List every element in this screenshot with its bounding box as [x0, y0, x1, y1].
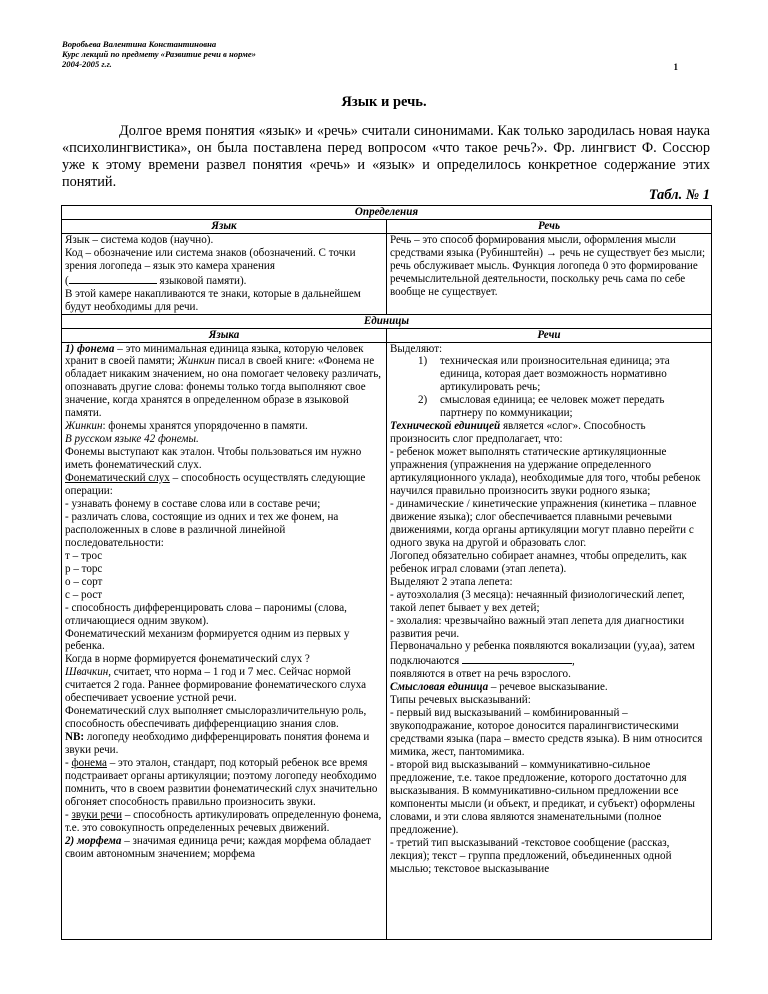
- comparison-table: [61, 205, 712, 940]
- speech-sounds-note: [65, 809, 383, 835]
- phoneme-standard: Фонемы выступают как эталон. Чтобы пользоваться им нужно иметь фонематический слух.: [65, 446, 362, 472]
- morpheme-paragraph: [65, 835, 383, 861]
- text: : фонемы хранятся упорядоченно в памяти.: [102, 420, 308, 433]
- question: Когда в норме формируется фонематический слух ?: [65, 653, 310, 666]
- page-title: Язык и речь.: [341, 94, 427, 110]
- name-zhinkin: Жинкин: [65, 420, 103, 433]
- word-example: с – рост: [65, 588, 103, 601]
- term-semantic-unit: Смысловая единица: [390, 681, 489, 694]
- def-language-line3-text: языковой памяти).: [156, 274, 247, 287]
- text: – речевое высказывание.: [488, 681, 608, 694]
- list-text: техническая или произносительная единица; эта единица, которая дает возможность нормативно артикулировать речь;: [440, 355, 670, 394]
- response-note: появляются в ответ на речь взрослого.: [390, 668, 571, 681]
- vocalization-note: [390, 640, 708, 668]
- term-phoneme-underlined: фонема: [71, 757, 107, 770]
- blank-line: [462, 653, 572, 664]
- term-speech-sounds: звуки речи: [71, 808, 123, 821]
- column-header-speech-units: Речи: [387, 328, 712, 342]
- type-1: - первый вид высказываний – комбинированный – звукоподражание, которое доносится паралингвистическими средствами языка (пара – вместо средств языка). В ним относится мимика, жест, пантомимика.: [390, 707, 703, 759]
- text: – это эталон, стандарт, под который ребенок все время подстраивает органы артикуляции; поэтому логопеду необходимо помнить, что в своем развитии фонематический слух значительно обгоняет способность правильно произносить звуки.: [65, 757, 378, 808]
- phoneme-count: В русском языке 42 фонемы.: [65, 433, 199, 446]
- text: -: [65, 808, 72, 821]
- anamnesis-note: Логопед обязательно собирает анамнез, чтобы определить, как ребенок играл словами (этап лепета).: [390, 549, 687, 575]
- column-header-language-units: Языка: [62, 328, 387, 342]
- stage-autoecholalia: - аутоэхолалия (3 месяца): нечаянный физиологический лепет, такой лепет бывает у вех детей;: [390, 588, 685, 614]
- babble-stages: Выделяют 2 этапа лепета:: [390, 575, 513, 588]
- text: , считает, что норма – 1 год и 7 мес. Сейчас нормой считается 2 года. Раннее формирование фонематического слуха обеспечивает усвоение устной речи.: [65, 666, 367, 705]
- language-units-cell: [62, 342, 387, 939]
- list-text: смысловая единица; ее человек может передать партнеру по коммуникации;: [440, 394, 665, 420]
- operation-2: - различать слова, состоящие из одних и тех же фонем, на расположенных в слове в различной линейной последовательности:: [65, 510, 339, 549]
- course-line: Курс лекций по предмету «Развитие речи в норме»: [62, 49, 256, 59]
- role-note: Фонематический слух выполняет смыслоразличительную роль, способность обеспечивать дифференциацию знания слов.: [65, 705, 367, 731]
- list-item: [390, 394, 708, 420]
- word-example: о – сорт: [65, 575, 103, 588]
- semantic-unit-paragraph: [390, 681, 708, 694]
- paren-open: (: [65, 274, 69, 287]
- text: – значимая единица речи; каждая морфема обладает своим автономным значением; морфема: [65, 834, 371, 860]
- intro-line: Выделяют:: [390, 342, 443, 355]
- phoneme-standard-note: [65, 757, 383, 809]
- definition-language-cell: [62, 233, 387, 314]
- def-language-line4: В этой камере накапливаются те знаки, которые в дальнейшем будут необходимы для речи.: [65, 287, 361, 313]
- column-header-language: Язык: [62, 219, 387, 233]
- text: является «слог». Способность произносить слог предполагает, что:: [390, 420, 646, 446]
- text: логопеду необходимо дифференцировать понятия фонема и звуки речи.: [65, 731, 370, 757]
- text: – способность артикулировать определенную фонема, т.е. это совокупность определенных речевых движений.: [65, 808, 382, 834]
- technical-unit-paragraph: [390, 420, 708, 446]
- shvachkin-note: [65, 666, 383, 705]
- dynamic-exercises: - динамические / кинетические упражнения (кинетика – плавное движение языка); слог обеспечивается плавными речевыми движениями, когда органы артикуляции могут плавно перейти с одного звука на другой и образовать слог.: [390, 497, 697, 549]
- page-number: 1: [673, 62, 678, 72]
- static-exercises: - ребенок может выполнять статические артикуляционные упражнения (упражнения на удержание определенного артикуляционного уклада), необходимые для того, чтобы ребенок научился правильно произносить звуки родного языка;: [390, 446, 701, 498]
- section-units: Единицы: [62, 314, 712, 328]
- list-item: [390, 355, 708, 394]
- list-number: 2): [418, 394, 428, 407]
- word-example: т – трос: [65, 549, 103, 562]
- utterance-types: Типы речевых высказываний:: [390, 694, 531, 707]
- text: Первоначально у ребенка появляются вокализации (уу,аа), затем подключаются: [390, 640, 695, 668]
- table-label: Табл. № 1: [648, 187, 710, 203]
- text: – это минимальная единица языка, которую человек хранит в своей памяти;: [65, 342, 364, 368]
- text: -: [65, 757, 72, 770]
- section-definitions: Определения: [62, 206, 712, 220]
- type-3: - третий тип высказываний -текстовое сообщение (рассказ, лекция); текст – группа предложений, объединенных одной мыслью; текстовое высказывание: [390, 836, 672, 875]
- phoneme-paragraph: [65, 343, 383, 421]
- blank-line: [69, 273, 157, 284]
- term-phonemic-hearing: Фонематический слух: [65, 472, 170, 485]
- years-line: 2004-2005 г.г.: [62, 59, 112, 69]
- column-header-speech: Речь: [387, 219, 712, 233]
- def-language-line1: Язык – система кодов (научно).: [65, 233, 214, 246]
- definition-speech-cell: Речь – это способ формирования мысли, оформления мысли средствами языка (Рубинштейн) → речь не существует без мысли; речь обслуживает мысль. Функция логопеда 0 это формирование речемыслительной деятельности, поскольку речь сама по себе вообще не существует.: [387, 233, 712, 314]
- speech-units-cell: [387, 342, 712, 939]
- text: писал в своей книге: «Фонема не обладает никаким значением, но она помогает человеку различать, опознавать другие слова: фонемы только тогда выполняют свое значение, когда хранятся в определенном образе в языковой памяти.: [65, 355, 382, 420]
- stage-echolalia: - эхолалия: чрезвычайно важный этап лепета для диагностики развития речи.: [390, 614, 685, 640]
- name-zhinkin: Жинкин: [177, 355, 216, 368]
- text: ,: [572, 655, 575, 668]
- term-phoneme: 1) фонема: [65, 342, 115, 355]
- author-line: Воробьева Валентина Константиновна: [62, 39, 217, 49]
- term-morpheme: 2) морфема: [65, 834, 122, 847]
- name-shvachkin: Швачкин: [65, 666, 109, 679]
- word-example: р – торс: [65, 562, 103, 575]
- phonemic-hearing-def: [65, 472, 383, 498]
- text: – способность осуществлять следующие операции:: [65, 472, 366, 498]
- operation-3: - способность дифференцировать слова – паронимы (слова, отличающиеся одним звуком).: [65, 601, 347, 627]
- def-language-line3: [65, 273, 383, 288]
- operation-1: - узнавать фонему в составе слова или в составе речи;: [65, 497, 321, 510]
- zhinkin-note: [65, 420, 383, 433]
- type-2: - второй вид высказываний – коммуникативно-сильное предложение, т.е. такое предложение, которого достаточно для высказывания. В коммуникативно-сильном предложении все компоненты мысли (и объект, и предикат, и субъект) оформлены словами, и эти слова являются знаменательными (полное предложение).: [390, 759, 695, 836]
- intro-paragraph: Долгое время понятия «язык» и «речь» считали синонимами. Как только зародилась новая наука «психолингвистика», он была поставлена перед вопросом «что такое речь?». Фр. лингвист Ф. Соссюр уже к этому времени развел понятия «речь» и «язык» и определилось конкретное содержание этих понятий.: [62, 123, 710, 190]
- nb-label: NB:: [65, 731, 85, 744]
- def-language-line2: Код – обозначение или система знаков (обозначений. С точки зрения логопеда – язык это камера хранения: [65, 246, 356, 272]
- mechanism-note: Фонематический механизм формируется одним из первых у ребенка.: [65, 627, 350, 653]
- term-technical-unit: Технической единицей: [390, 420, 501, 433]
- list-number: 1): [418, 355, 428, 368]
- document-header: [62, 39, 256, 69]
- nb-note: [65, 731, 383, 757]
